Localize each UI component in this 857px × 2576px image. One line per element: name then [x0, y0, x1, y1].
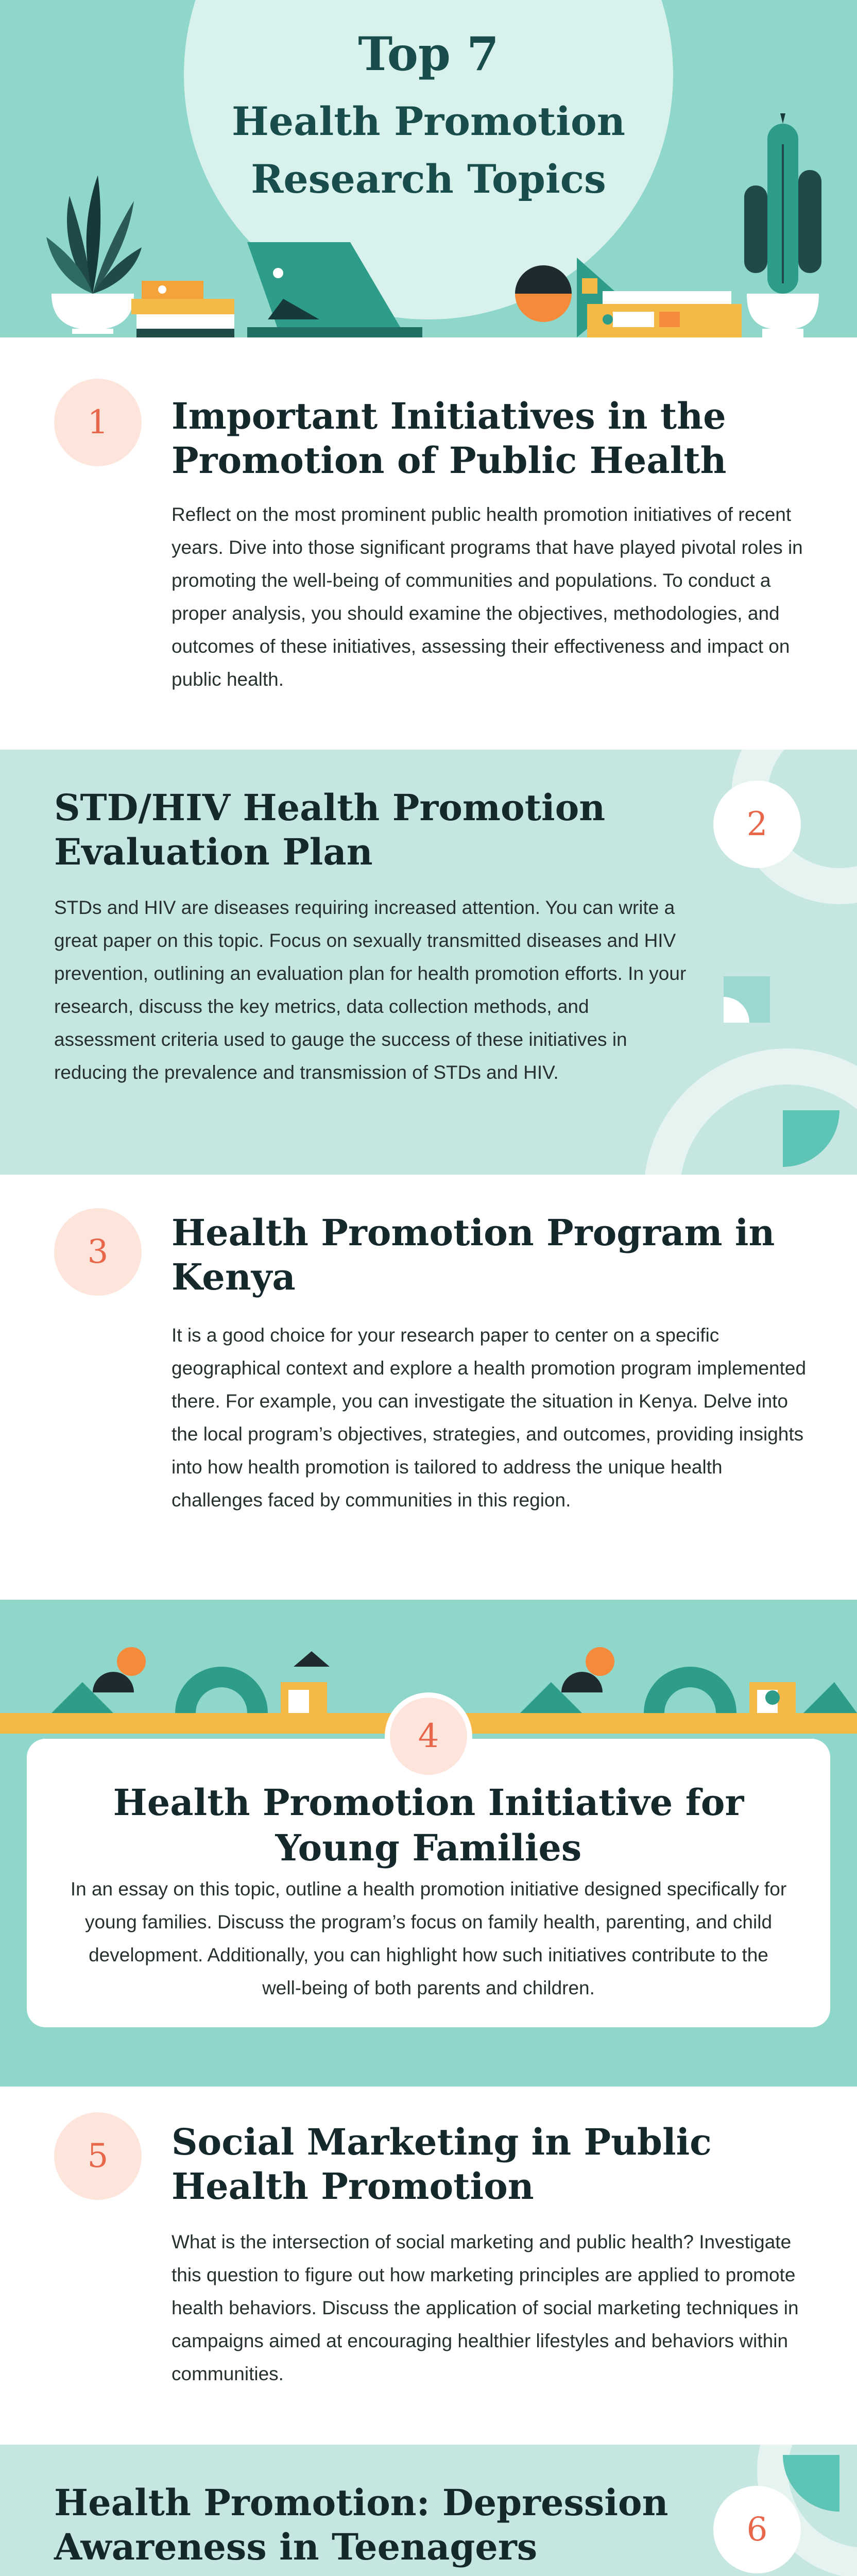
topic-number-badge: 5	[54, 2112, 142, 2200]
cactus-plant-illustration	[736, 113, 829, 337]
laptop-illustration	[216, 242, 422, 337]
topic-section-2	[0, 750, 857, 1175]
topic-number-badge: 6	[713, 2486, 801, 2573]
topic-section-5	[0, 2087, 857, 2445]
page-title-top: Top 7	[358, 27, 499, 81]
topic-title: Health Promotion Program in Kenya	[172, 1211, 775, 1298]
topic-section-6	[0, 2445, 857, 2576]
topic-section-4	[0, 1600, 857, 2087]
topic-card	[27, 1739, 830, 2027]
topic-title: Health Promotion: Depression Awareness in Teenagers	[54, 2481, 669, 2568]
geometric-shapes-illustration	[500, 242, 747, 337]
topic-body: In an essay on this topic, outline a health promotion initiative designed specifically for young families. Discuss the program’s focus on family health, parenting, and child development. Additionally, you can highlight how such initiatives contribute to the well-being of both parents and children.	[70, 1878, 787, 1998]
potted-plant-illustration	[41, 165, 144, 337]
header-banner	[0, 0, 857, 337]
topic-number-badge: 2	[713, 781, 801, 868]
page-title: Health Promotion Research Topics	[231, 98, 625, 202]
topic-title: Social Marketing in Public Health Promotion	[172, 2121, 712, 2208]
topic-title: STD/HIV Health Promotion Evaluation Plan	[54, 786, 606, 873]
topic-section-1	[0, 337, 857, 750]
topic-section-3	[0, 1175, 857, 1600]
quarter-circle-decoration	[783, 1110, 839, 1167]
topic-body: It is a good choice for your research paper to center on a specific geographical context and explore a health promotion program implemented there. For example, you can investigate the situation in Kenya. Delve into the local program’s objectives, strategies, and outcomes, providing insights into how health promotion is tailored to address the unique health challenges faced by communities in this region.	[172, 1325, 807, 1511]
topic-title: Important Initiatives in the Promotion of Public Health	[172, 395, 727, 482]
topic-number-badge: 3	[54, 1208, 142, 1296]
topic-body: Reflect on the most prominent public health promotion initiatives of recent years. Dive into those significant programs that have played pivotal roles in promoting the well-being of communities and populations. To conduct a proper analysis, you should examine the objectives, methodologies, and outcomes of these initiatives, assessing their effectiveness and impact on public health.	[172, 504, 803, 690]
topic-number-badge: 4	[385, 1692, 472, 1780]
topic-body: STDs and HIV are diseases requiring increased attention. You can write a great paper on this topic. Focus on sexually transmitted diseases and HIV prevention, outlining an evaluation plan for health promotion efforts. In your research, discuss the key metrics, data collection methods, and assessment criteria used to gauge the success of these initiatives in reducing the prevalence and transmission of STDs and HIV.	[54, 897, 687, 1083]
square-shape-decoration	[724, 976, 770, 1023]
topic-title: Health Promotion Initiative for Young Families	[113, 1781, 744, 1869]
topic-number-badge: 1	[54, 379, 142, 466]
topic-body: What is the intersection of social marketing and public health? Investigate this question to figure out how marketing principles are applied to promote health behaviors. Discuss the application of social marketing techniques in campaigns aimed at encouraging healthier lifestyles and behaviors within communities.	[172, 2231, 799, 2384]
